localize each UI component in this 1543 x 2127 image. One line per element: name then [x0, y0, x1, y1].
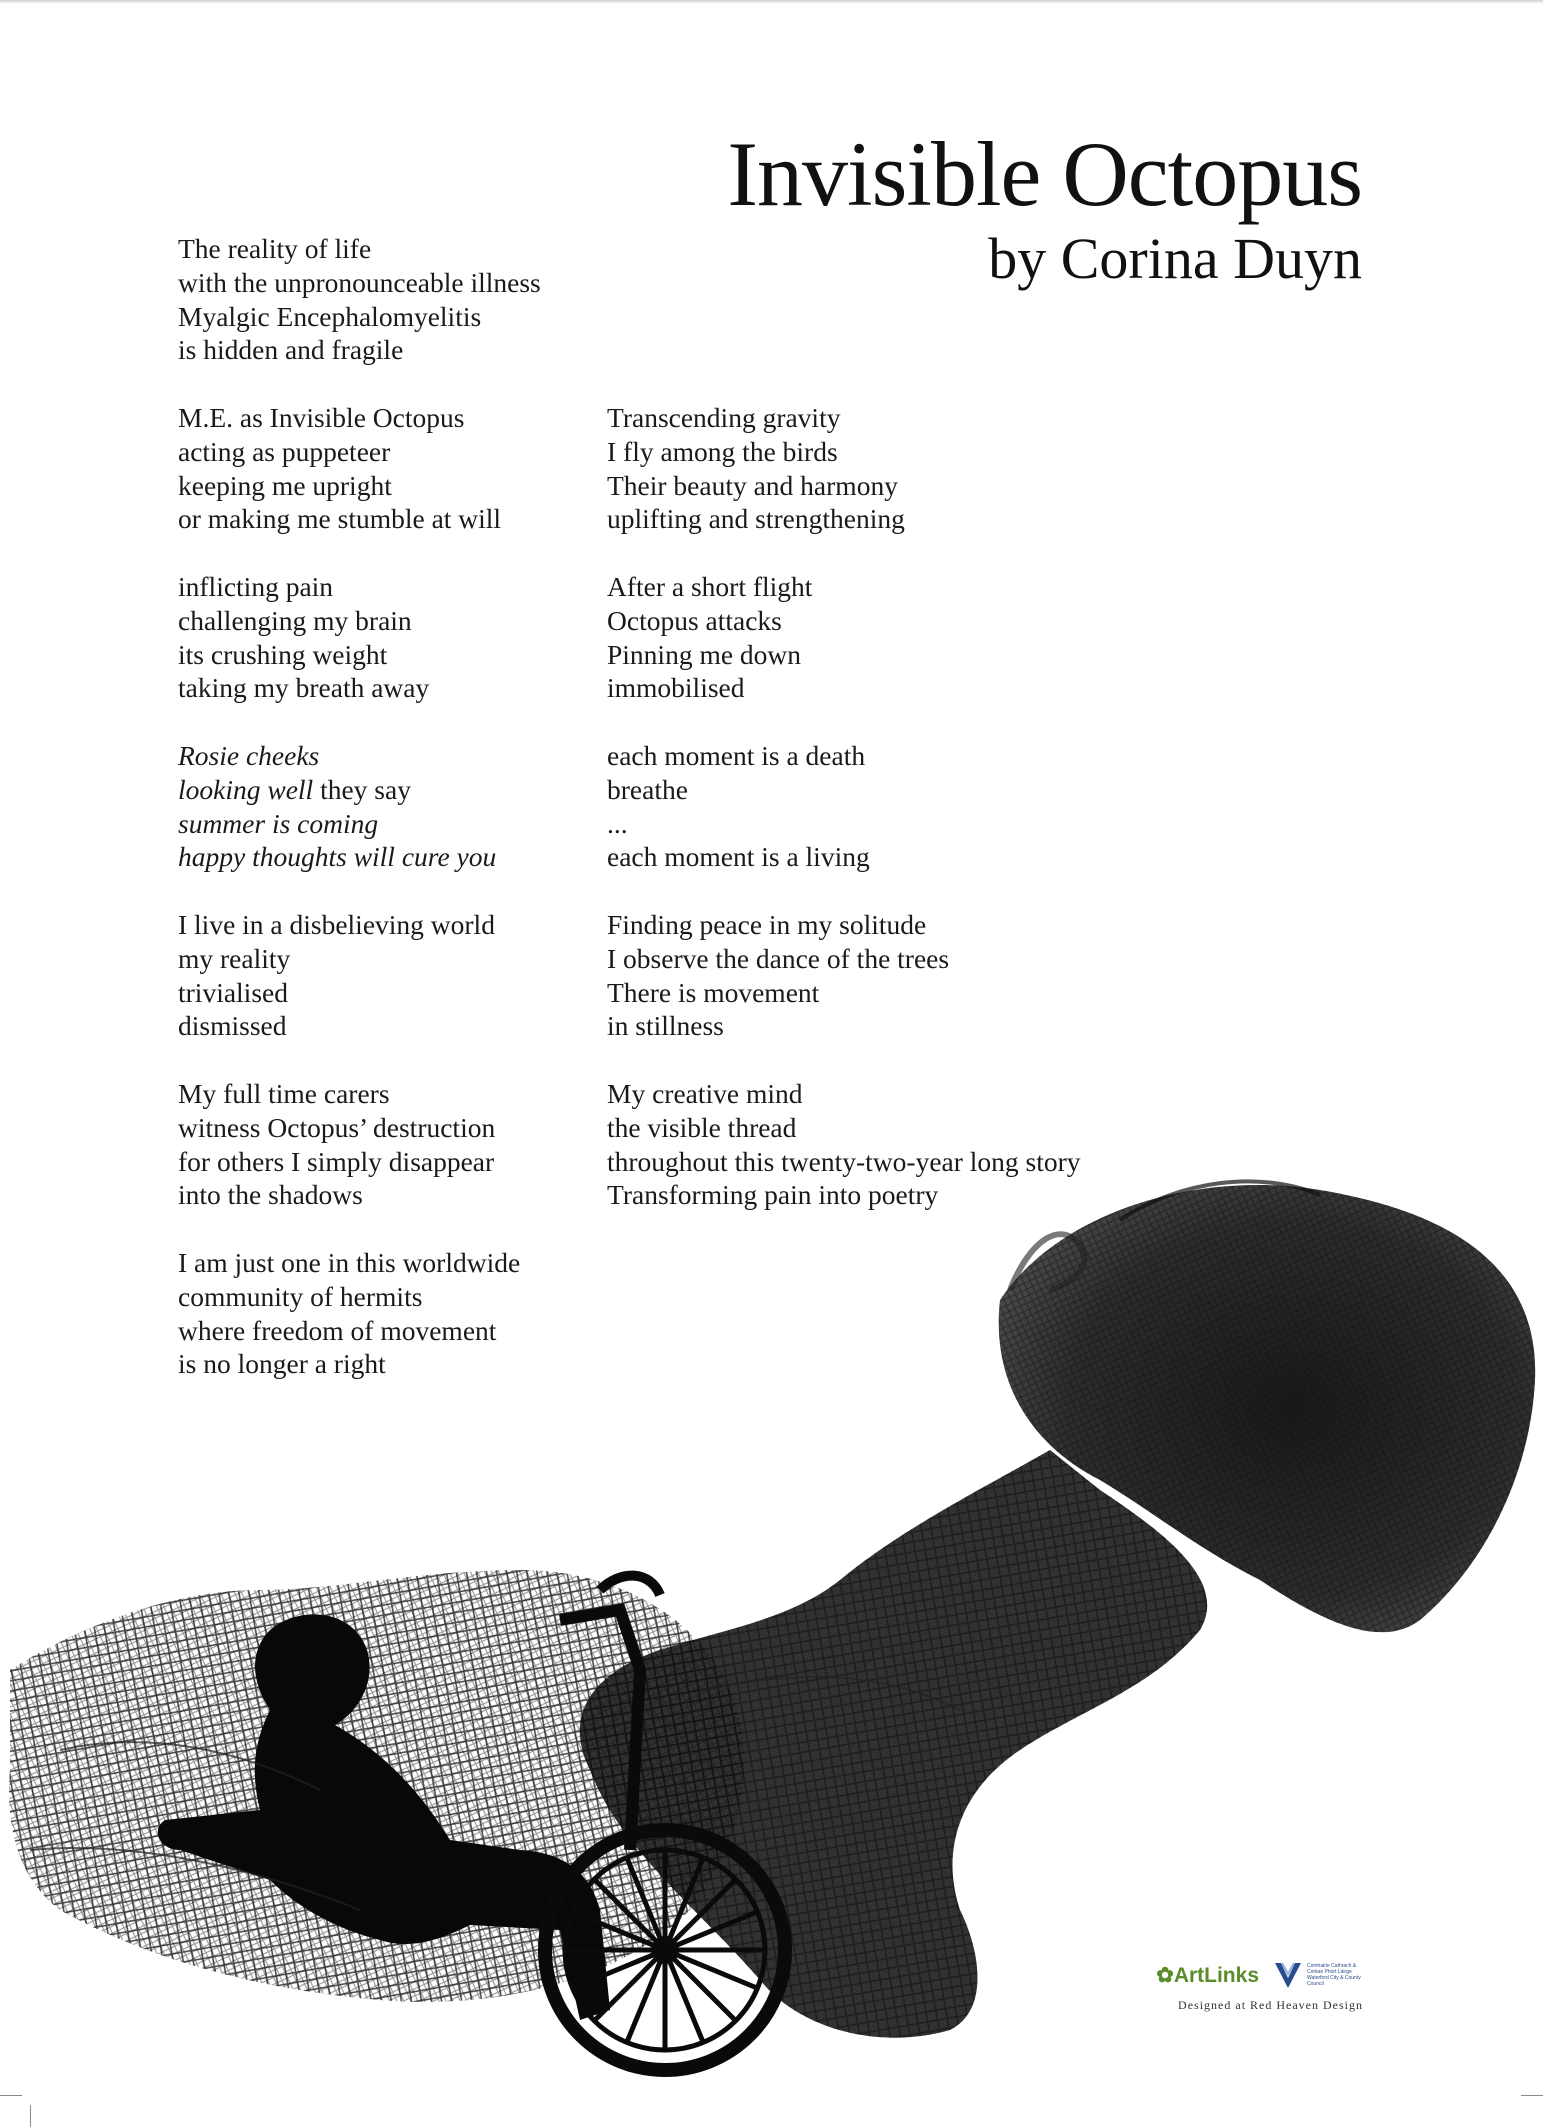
poem-line: breathe — [607, 773, 688, 805]
poem-line-italic-part: looking well — [178, 773, 314, 805]
stanza — [178, 1246, 618, 1381]
stanza — [607, 908, 1167, 1043]
poem-line: the visible thread — [607, 1111, 797, 1143]
poem-line: My creative mind — [607, 1077, 803, 1109]
stanza — [607, 739, 1167, 874]
poem-line: trivialised — [178, 976, 288, 1008]
poem-line: Their beauty and harmony — [607, 469, 898, 501]
poem-line: There is movement — [607, 976, 820, 1008]
poem-line: Myalgic Encephalomyelitis — [178, 300, 482, 332]
poem-line: challenging my brain — [178, 604, 412, 636]
stanza — [178, 908, 618, 1043]
sponsor-logos — [1156, 1960, 1363, 2013]
poem-line: where freedom of movement — [178, 1314, 497, 1346]
poem-line: The reality of life — [178, 233, 372, 264]
council-crest-icon — [1273, 1960, 1303, 1990]
crop-mark — [1521, 2095, 1543, 2096]
poem-title: Invisible Octopus — [727, 123, 1362, 225]
poem-line: Transforming pain into poetry — [607, 1179, 939, 1211]
stanza — [178, 1077, 618, 1212]
poem-line: happy thoughts will cure you — [178, 841, 497, 873]
poem-line: is no longer a right — [178, 1348, 386, 1380]
stanza — [607, 401, 1167, 536]
artlinks-flower-icon: ✿ — [1156, 1963, 1174, 1987]
stanza — [178, 401, 618, 536]
stanza — [178, 232, 618, 367]
council-logo — [1273, 1960, 1363, 1990]
poem-line: its crushing weight — [178, 638, 388, 670]
top-edge-shadow — [0, 0, 1543, 4]
poem-line: for others I simply disappear — [178, 1145, 495, 1177]
poem-line: M.E. as Invisible Octopus — [178, 401, 465, 433]
poem-author: by Corina Duyn — [988, 226, 1362, 291]
poem-line: my reality — [178, 942, 291, 974]
poem-line: I live in a disbelieving world — [178, 908, 495, 940]
poem-right-column — [607, 401, 1167, 1246]
poem-line-plain-part: they say — [313, 773, 411, 805]
poem-line: Transcending gravity — [607, 402, 841, 433]
poem-line: in stillness — [607, 1010, 724, 1042]
poem-line: throughout this twenty-two-year long story — [607, 1145, 1081, 1177]
poem-line: I am just one in this worldwide — [178, 1246, 521, 1278]
poem-line: is hidden and fragile — [178, 334, 404, 366]
poem-line — [178, 773, 618, 807]
poem-line: My full time carers — [178, 1077, 390, 1109]
poem-line: uplifting and strengthening — [607, 503, 905, 535]
poem-header — [727, 123, 1362, 291]
poem-line: keeping me upright — [178, 469, 392, 501]
crop-mark — [0, 2095, 22, 2096]
poem-left-column — [178, 232, 618, 1415]
poem-line: with the unpronounceable illness — [178, 266, 541, 298]
poem-line: community of hermits — [178, 1280, 423, 1312]
poem-line: Pinning me down — [607, 638, 802, 670]
wheelchair-wheel — [545, 1830, 785, 2070]
stanza — [607, 570, 1167, 705]
poem-line: acting as puppeteer — [178, 435, 391, 467]
artlinks-logo: ✿ArtLinks — [1156, 1963, 1259, 1987]
poem-line: each moment is a living — [607, 841, 870, 873]
stanza — [178, 570, 618, 705]
poem-line: Rosie cheeks — [178, 739, 320, 771]
poem-line: taking my breath away — [178, 672, 430, 704]
poem-line: I observe the dance of the trees — [607, 942, 950, 974]
council-logo-text: Comhairle Cathrach & Contae Phort Láirge Waterford City & County Council — [1307, 1963, 1361, 1987]
poem-line: After a short flight — [607, 570, 813, 602]
crop-mark — [30, 2105, 31, 2127]
stanza — [607, 1077, 1167, 1212]
poem-line: summer is coming — [178, 807, 379, 839]
poem-line: inflicting pain — [178, 570, 334, 602]
poem-line: I fly among the birds — [607, 435, 838, 467]
poem-line: ... — [607, 807, 628, 839]
poem-line: immobilised — [607, 672, 745, 704]
stanza-italic-quotes — [178, 739, 618, 874]
poem-line: into the shadows — [178, 1179, 363, 1211]
poem-line: or making me stumble at will — [178, 503, 502, 535]
poem-line: Finding peace in my solitude — [607, 908, 927, 940]
logo-row — [1156, 1960, 1363, 1990]
designer-credit: Designed at Red Heaven Design — [1178, 1998, 1363, 2012]
poem-line: Octopus attacks — [607, 604, 782, 636]
poem-line: each moment is a death — [607, 739, 866, 771]
poem-line: dismissed — [178, 1010, 287, 1042]
poem-line: witness Octopus’ destruction — [178, 1111, 496, 1143]
